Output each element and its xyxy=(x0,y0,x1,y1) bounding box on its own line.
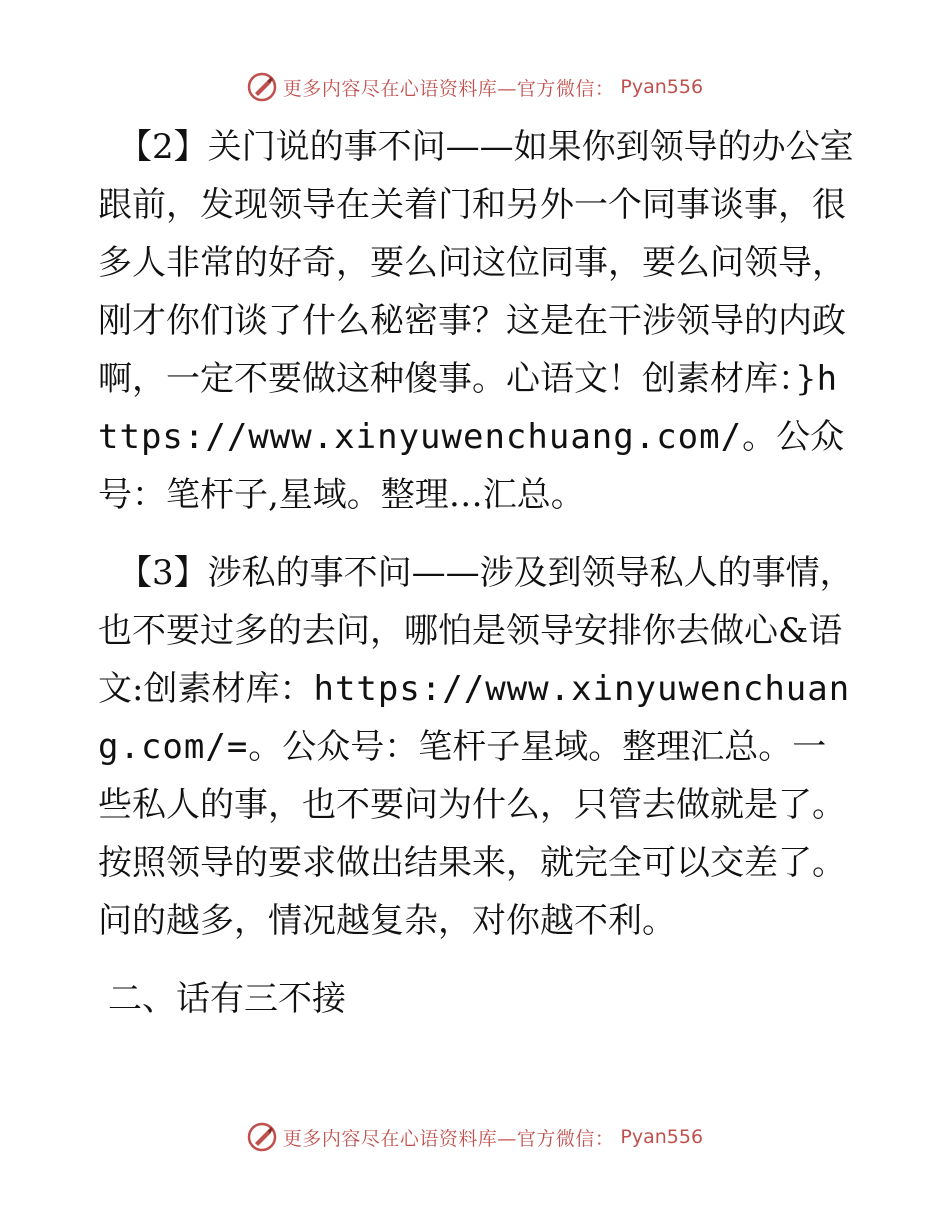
footer-banner-id: Pyan556 xyxy=(620,1126,704,1148)
footer-banner xyxy=(0,1122,950,1152)
logo-icon xyxy=(247,1122,277,1152)
logo-icon xyxy=(247,72,277,102)
paragraph-3-text: 【3】涉私的事不问——涉及到领导私人的事情，也不要过多的去问，哪怕是领导安排你去做心&语文:创素材库： xyxy=(98,553,854,709)
footer-banner-text: 更多内容尽在心语资料库—官方微信： xyxy=(282,1127,615,1150)
paragraph-3 xyxy=(98,544,858,950)
paragraph-2-text: 【2】关门说的事不问——如果你到领导的办公室跟前，发现领导在关着门和另外一个同事谈事，很多人非常的好奇，要么问这位同事，要么问领导，刚才你们谈了什么秘密事？这是在干涉领导的内政啊，一定不要做这种傻事。心语文！创素材库：} xyxy=(98,127,854,399)
paragraph-3-tail: 。公众号：笔杆子星域。整理汇总。一些私人的事，也不要问为什么，只管去做就是了。按照领导的要求做出结果来，就完全可以交差了。问的越多，情况越复杂，对你越不利。 xyxy=(98,727,846,941)
header-banner-text: 更多内容尽在心语资料库—官方微信： xyxy=(282,77,615,100)
paragraph-2-url: https://www.xinyuwenchuang.com/ xyxy=(98,359,839,457)
header-banner xyxy=(0,72,950,102)
paragraph-2-tail: 。公众号：笔杆子,星域。整理…汇总。 xyxy=(98,417,845,515)
paragraph-2 xyxy=(98,118,858,524)
paragraph-3-url: https://www.xinyuwenchuang.com/= xyxy=(98,669,851,767)
document-body xyxy=(98,118,858,1028)
section-heading: 二、话有三不接 xyxy=(108,979,346,1019)
header-banner-id: Pyan556 xyxy=(620,76,704,98)
